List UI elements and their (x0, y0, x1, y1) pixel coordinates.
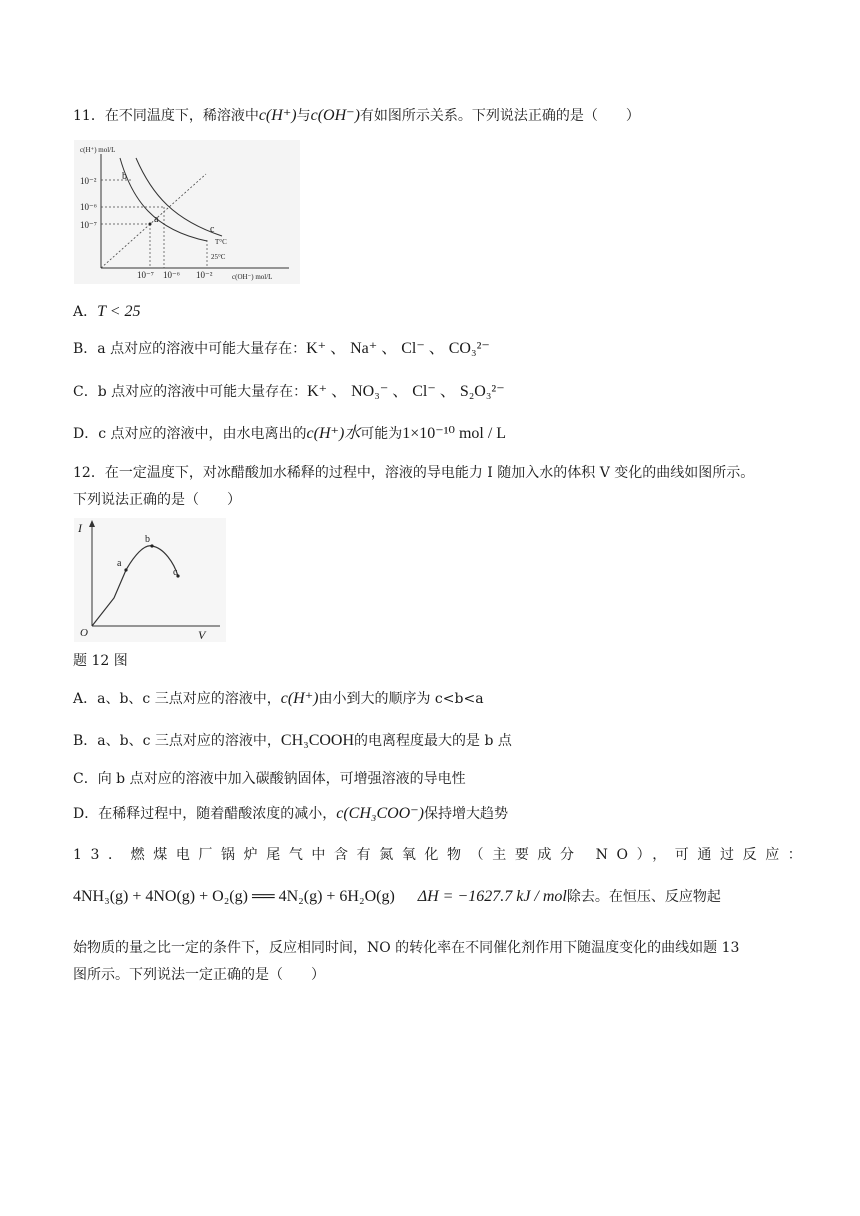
q12-origin: O (80, 627, 88, 639)
q11-option-a-math: T < 25 (97, 303, 141, 320)
q11-option-a (73, 302, 141, 322)
q12-point-a: a (117, 558, 122, 569)
q12-point-c: c (173, 567, 178, 578)
q11-option-b (73, 339, 490, 359)
q11-option-a-label: A． (73, 304, 98, 320)
q12-option-d-text: D．在稀释过程中，随着醋酸浓度的减小， (73, 806, 337, 822)
q11-stem-mid: 与 (296, 108, 311, 124)
q11-y-tick-3: 10⁻⁷ (80, 220, 97, 230)
q13-equation-line (73, 887, 721, 907)
q11-x-tick-3: 10⁻² (196, 270, 213, 280)
q11-y-tick-2: 10⁻⁶ (80, 202, 97, 212)
q12-option-b-after: 的电离程度最大的是 b 点 (354, 733, 512, 749)
q11-point-a: a (154, 214, 159, 225)
q12-x-label: V (198, 628, 206, 642)
q12-option-d (73, 804, 508, 824)
q13-equation: 4NH₃(g) + 4NO(g) + O₂(g) ══ 4N₂(g) + 6H₂O(g) (73, 888, 395, 905)
q12-option-b (73, 731, 512, 751)
q11-stem-before: 11．在不同温度下，稀溶液中 (73, 108, 259, 124)
q12-option-d-after: 保持增大趋势 (424, 806, 509, 822)
q12-point-b: b (145, 534, 150, 545)
q11-curve-t: T°C (215, 238, 227, 246)
q11-option-b-text: B．a 点对应的溶液中可能大量存在： (73, 341, 307, 357)
q11-figure (74, 140, 300, 284)
q12-option-a-var: c(H⁺) (280, 690, 319, 707)
q11-option-c (73, 382, 505, 402)
q11-c-h: c(H⁺) (258, 107, 297, 124)
q11-option-d-var: c(H⁺)水 (306, 425, 361, 442)
q12-stem-line2: 下列说法正确的是（ ） (73, 492, 241, 508)
q11-point-b: b (122, 171, 127, 182)
q12-caption: 题 12 图 (73, 653, 128, 669)
q11-c-oh: c(OH⁻) (310, 107, 360, 124)
q11-curve-25: 25°C (211, 253, 226, 261)
q13-stem-line4: 图所示。下列说法一定正确的是（ ） (73, 967, 325, 983)
q12-option-c: C．向 b 点对应的溶液中加入碳酸钠固体，可增强溶液的导电性 (73, 771, 466, 787)
q13-delta-h: ΔH = −1627.7 kJ / mol (417, 888, 567, 905)
q12-figure (74, 518, 226, 642)
q12-y-label: I (78, 521, 82, 535)
q11-option-d-text: D．c 点对应的溶液中，由水电离出的 (73, 426, 307, 442)
q11-point-c: c (210, 224, 215, 235)
q11-option-d (73, 424, 506, 444)
q13-stem-line3: 始物质的量之比一定的条件下，反应相同时间，NO 的转化率在不同催化剂作用下随温度变化的曲线如题 13 (73, 940, 740, 956)
q12-option-d-var: c(CH₃COO⁻) (336, 805, 425, 822)
q11-x-axis-label: c(OH⁻) mol/L (232, 273, 273, 281)
q11-option-c-text: C．b 点对应的溶液中可能大量存在： (73, 384, 308, 400)
q11-y-tick-1: 10⁻² (80, 176, 97, 186)
q12-option-a (73, 689, 484, 709)
q12-option-a-after: 由小到大的顺序为 c<b<a (318, 691, 484, 707)
q12-option-a-text: A．a、b、c 三点对应的溶液中， (73, 691, 281, 707)
q12-stem-line1: 12．在一定温度下，对冰醋酸加水稀释的过程中，溶液的导电能力 I 随加入水的体积 V 变化的曲线如图所示。 (73, 465, 755, 481)
q11-x-tick-1: 10⁻⁷ (137, 270, 154, 280)
q11-y-axis-label: c(H⁺) mol/L (80, 146, 116, 154)
q11-option-d-val: 1×10⁻¹⁰ mol / L (402, 425, 507, 442)
q11-x-tick-2: 10⁻⁶ (163, 270, 180, 280)
q13-stem-after-eq: 除去。在恒压、反应物起 (566, 889, 721, 905)
q11-option-c-ions: K⁺ 、 NO₃⁻ 、 Cl⁻ 、 S₂O₃²⁻ (307, 383, 505, 400)
q11-stem (73, 106, 640, 126)
q11-option-b-ions: K⁺ 、 Na⁺ 、 Cl⁻ 、 CO₃²⁻ (306, 340, 490, 357)
q11-stem-after: 有如图所示关系。下列说法正确的是（ ） (359, 108, 640, 124)
q12-option-b-formula: CH₃COOH (280, 732, 355, 749)
q12-option-b-text: B．a、b、c 三点对应的溶液中， (73, 733, 281, 749)
q11-option-d-mid: 可能为 (360, 426, 403, 442)
q13-stem-line1: 13．燃煤电厂锅炉尾气中含有氮氧化物（主要成分 NO），可通过反应： (73, 847, 811, 863)
